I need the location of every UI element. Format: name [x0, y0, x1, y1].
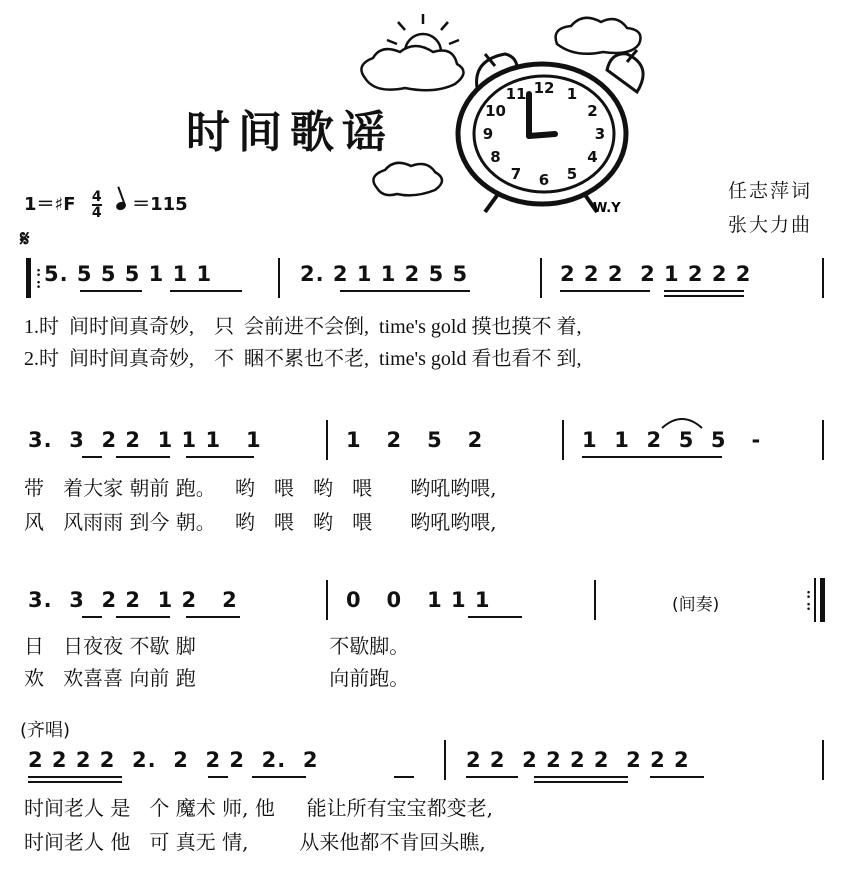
measure-notes: 2 2 2 2 2. 2 2 2 2. 2 — [28, 748, 319, 772]
measure-notes: 1 1 2 5 5 - — [582, 428, 762, 452]
quarter-note-icon — [115, 201, 127, 212]
measure-notes: 3. 3 2 2 1 2 2 — [28, 588, 238, 612]
artist-signature: W.Y — [593, 201, 621, 216]
measure-notes: 5. 5 5 5 1 1 1 — [44, 262, 213, 286]
repeat-dots: : : — [806, 586, 812, 614]
tempo-marking: ＝115 — [132, 194, 188, 215]
lyric-verse-2: 风 风雨雨 到今 朝。 哟 喂 哟 喂 哟吼哟喂, — [24, 510, 497, 534]
lyric-verse-1: 日 日夜夜 不歇 脚 不歇脚。 — [24, 634, 410, 658]
lyric-verse-1: 1.时 间时间真奇妙, 只 会前进不会倒, time's gold 摸也摸不 着, — [24, 316, 582, 338]
clock-numeral: 6 — [538, 171, 550, 189]
time-signature: $\frac{4}{4}$ — [91, 189, 102, 221]
lyric-verse-2: 时间老人 他 可 真无 情, 从来他都不肯回头瞧, — [24, 830, 486, 854]
slur-mark — [660, 414, 704, 430]
clock-numeral: 7 — [510, 164, 522, 183]
clock-numeral: 4 — [587, 148, 598, 166]
measure-notes: 2. 2 1 1 2 5 5 — [300, 262, 469, 286]
barline — [326, 420, 328, 460]
segno-sign: 𝄋 — [20, 226, 30, 252]
clock-numeral: 12 — [533, 79, 555, 97]
lyricist-credit: 任志萍词 — [728, 180, 813, 202]
alarm-clock-illustration — [345, 10, 725, 225]
lyric-verse-2: 欢 欢喜喜 向前 跑 向前跑。 — [24, 666, 410, 690]
barline — [444, 740, 446, 780]
chorus-label: (齐唱) — [20, 720, 71, 741]
barline — [540, 258, 542, 298]
interlude-label: (间奏) — [672, 595, 720, 615]
lyric-verse-1: 时间老人 是 个 魔术 师, 他 能让所有宝宝都变老, — [24, 796, 494, 820]
lyric-verse-1: 带 着大家 朝前 跑。 哟 喂 哟 喂 哟吼哟喂, — [24, 476, 497, 500]
repeat-start-barline — [26, 258, 31, 298]
barline — [822, 740, 824, 780]
barline — [822, 258, 824, 298]
clock-numeral: 9 — [482, 125, 494, 143]
measure-notes: 2 2 2 2 2 2 2 2 2 — [466, 748, 690, 772]
cloud-icon — [373, 163, 442, 196]
barline — [562, 420, 564, 460]
clock-numeral: 10 — [485, 102, 506, 120]
song-title: 时间歌谣 — [186, 107, 394, 158]
repeat-dots: : : — [36, 264, 42, 292]
clock-numeral: 5 — [566, 164, 578, 183]
clock-numeral: 1 — [566, 85, 578, 104]
barline — [822, 420, 824, 460]
clock-numeral: 3 — [594, 125, 606, 143]
cloud-icon — [361, 46, 463, 90]
barline — [326, 580, 328, 620]
composer-credit: 张大力曲 — [728, 214, 813, 236]
measure-notes: 1 2 5 2 — [346, 428, 484, 452]
repeat-end-barline — [820, 578, 825, 622]
measure-notes: 0 0 1 1 1 — [346, 588, 491, 612]
clock-numeral: 8 — [490, 148, 501, 166]
repeat-end-barline — [814, 578, 816, 622]
clock-numeral: 2 — [587, 102, 598, 120]
barline — [278, 258, 280, 298]
barline — [594, 580, 596, 620]
lyric-verse-2: 2.时 间时间真奇妙, 不 睏不累也不老, time's gold 看也看不 到, — [24, 348, 582, 370]
clock-numeral: 11 — [505, 85, 527, 104]
measure-notes: 2 2 2 2 1 2 2 2 — [560, 262, 752, 286]
measure-notes: 3. 3 2 2 1 1 1 1 — [28, 428, 262, 452]
cloud-icon — [556, 18, 641, 54]
key-signature: 1＝♯F $\frac{4}{4}$ ＝115 — [24, 190, 188, 220]
